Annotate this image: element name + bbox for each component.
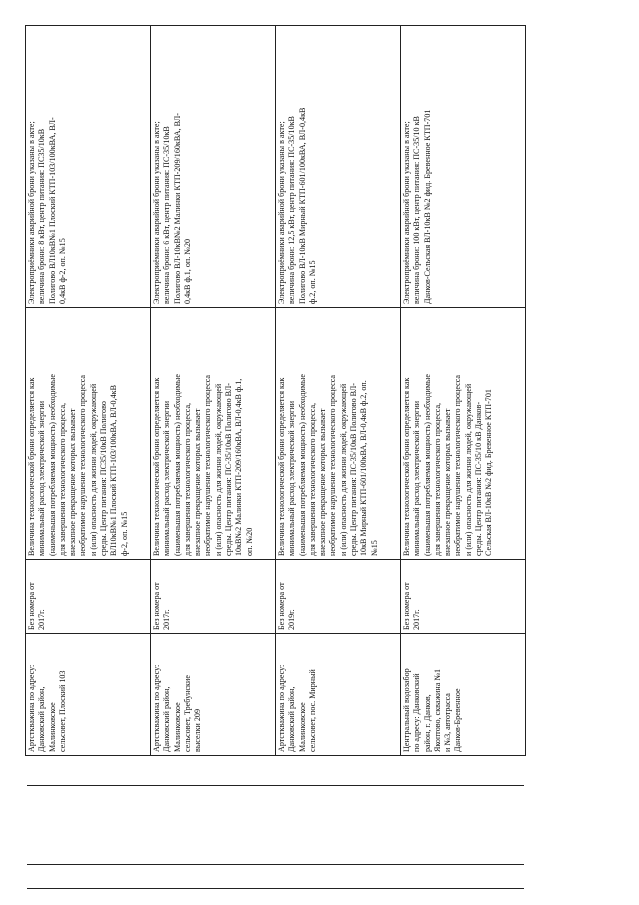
reserve-value-cell: Электроприёмники аварийной брони указаны в акте; величина брони: 8 кВт, центр питания: ПС35/10кВ Полигово ВЛ10кВ№1 Плоский КТП-103/100кВА, ВЛ- 0,4кВ ф-2, оп. №15 bbox=[26, 26, 151, 308]
criteria-cell: Величина технологической брони определяется как минимальный расход электрической энергии (наименьшая потребляемая мощность) необходимые для завершения технологического процесса, внезапное прекращение которых вызывает необратимое нарушение технологического процесса и (или) опасность для жизни людей, окружающей среды. Центр питания: ПС35/10кВ Полигово ВЛ10кВ№1 Плоский КТП-103/100кВА, ВЛ-0,4кВ ф-2, оп. №15 bbox=[26, 308, 151, 560]
act-number-cell: Без номера от 2017г. bbox=[26, 560, 151, 634]
table-row bbox=[401, 26, 526, 756]
reserve-value-cell: Электроприёмники аварийной брони указаны в акте; величина брони: 6 кВт, центр питания: ПС-35/10кВ Полигово ВЛ-10кВ№2 Малинки КТП-209/160кВА, ВЛ- 0,4кВ ф.1, оп. №20 bbox=[151, 26, 276, 308]
object-address-cell: Артсткважина по адресу: Данковский район, Малинковское сельсовет, Требунские выселки 209 bbox=[151, 634, 276, 756]
rotated-table-block bbox=[25, 26, 525, 756]
object-address-cell: Центральный водозабор по адресу: Данковский район, г. Данков, Якоптово, скважина №1 и №3, автотрасса Данков-Бревенное bbox=[401, 634, 526, 756]
signature-line bbox=[27, 888, 524, 889]
object-address-cell: Артсткважина по адресу: Данковский район, Малинковское сельсовет, Плоский 103 bbox=[26, 634, 151, 756]
act-number-cell: Без номера от 2017г. bbox=[151, 560, 276, 634]
object-address-cell: Артсткважина по адресу: Данковский район, Малинковское сельсовет, пос. Мирный bbox=[276, 634, 401, 756]
act-number-cell: Без номера от 2017г. bbox=[401, 560, 526, 634]
criteria-cell: Величина технологической брони определяется как минимальный расход электрической энергии (наименьшая потребляемая мощность) необходимые для завершения технологического процесса, внезапное прекращение которых вызывает необратимое нарушение технологического процесса и (или) опасность для жизни людей, окружающей среды. Центр питания: ПС-35/10 кВ Данков- Сельская ВЛ-10кВ №2 фид. Бревенное КТП-701 bbox=[401, 308, 526, 560]
reserve-value-cell: Электроприёмники аварийной брони указаны в акте; величина брони: 12,5 кВт, центр питания: ПС-35/10кВ Полигово ВЛ-10кВ Мирный КТП-601/100кВА, ВЛ-0,4кВ ф.2, оп. №15 bbox=[276, 26, 401, 308]
table-row bbox=[26, 26, 151, 756]
emergency-reserve-table bbox=[25, 25, 526, 756]
criteria-cell: Величина технологической брони определяется как минимальный расход электрической энергии (наименьшая потребляемая мощность) необходимые для завершения технологического процесса, внезапное прекращение которых вызывает необратимое нарушение технологического процесса и (или) опасность для жизни людей, окружающей среды. Центр питания: ПС-35/10кВ Полигово ВЛ- 10кВ Мирный КТП-601/100кВА, ВЛ-0,4кВ ф.2, оп. №15 bbox=[276, 308, 401, 560]
table-row bbox=[276, 26, 401, 756]
criteria-cell: Величина технологической брони определяется как минимальный расход электрической энергии (наименьшая потребляемая мощность) необходимые для завершения технологического процесса, внезапное прекращение которых вызывает необратимое нарушение технологического процесса и (или) опасность для жизни людей, окружающей среды. Центр питания: ПС-35/10кВ Полигово ВЛ- 10кВ№2 Малинки КТП-209/160кВА, ВЛ-0,4кВ ф.1, оп. №20 bbox=[151, 308, 276, 560]
signature-line bbox=[27, 785, 524, 786]
table-row bbox=[151, 26, 276, 756]
reserve-value-cell: Электроприёмники аварийной брони указаны в акте; величина брони: 100 кВт, центр питания: ПС-35/10 кВ Данков-Сельская ВЛ-10кВ №2 фид. Бревенное КТП-701 bbox=[401, 26, 526, 308]
act-number-cell: Без номера от 2019г. bbox=[276, 560, 401, 634]
signature-line bbox=[27, 864, 524, 865]
